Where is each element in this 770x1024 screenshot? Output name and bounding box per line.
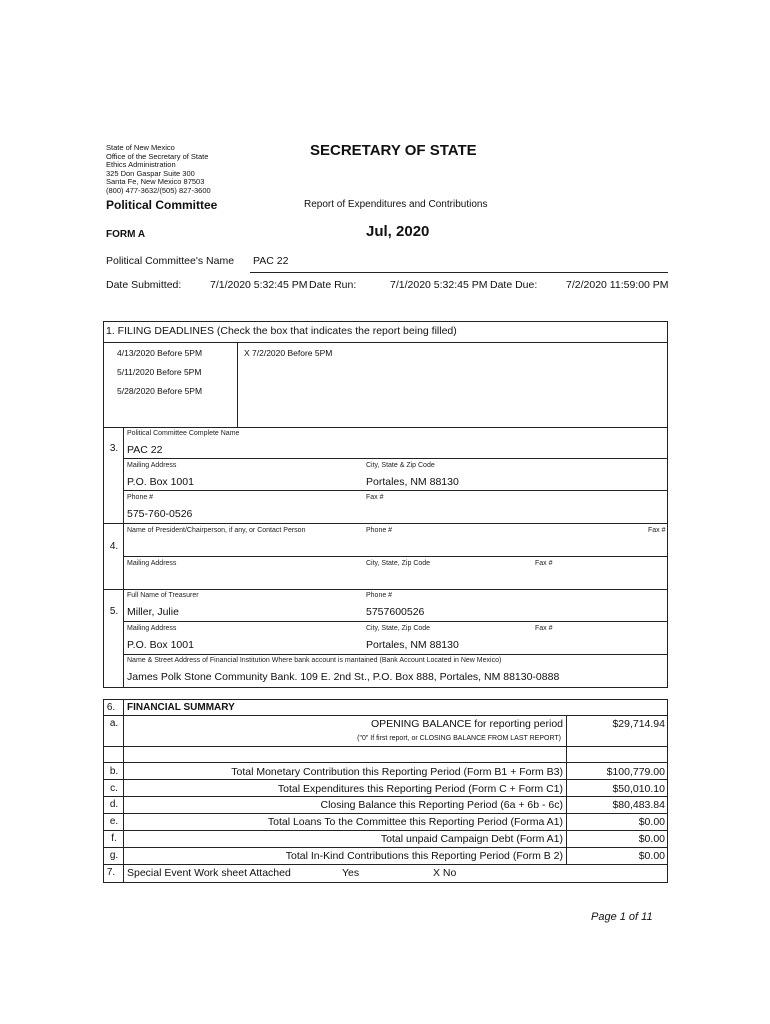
president-city-label: City, State, Zip Code [366, 560, 431, 567]
president-phone-label: Phone # [366, 527, 393, 534]
section-3-number: 3. [109, 443, 119, 454]
financial-summary-heading: FINANCIAL SUMMARY [127, 702, 235, 713]
treasurer-phone-label: Phone # [366, 592, 393, 599]
special-event-no[interactable]: X No [433, 867, 457, 879]
row-letter: b. [109, 766, 119, 777]
summary-row-label: Total Loans To the Committee this Reporting Period (Forma A1) [267, 816, 563, 828]
address-line: 325 Don Gaspar Suite 300 [106, 168, 195, 178]
section-6-number: 6. [106, 702, 116, 713]
page-number: Page 1 of 11 [591, 911, 653, 923]
special-event-label: Special Event Work sheet Attached [127, 867, 291, 879]
page-title: SECRETARY OF STATE [310, 142, 477, 159]
bank-label: Name & Street Address of Financial Institution Where bank account is mantained (Bank Account Located in New Mexico) [127, 657, 502, 664]
deadline-option-checked[interactable]: X 7/2/2020 Before 5PM [244, 348, 333, 358]
agency-address [106, 144, 211, 195]
committee-name-field-label: Political Committee Complete Name [127, 430, 240, 437]
treasurer-name-label: Full Name of Treasurer [127, 592, 199, 599]
row-letter: e. [109, 816, 119, 827]
section-4-number: 4. [109, 541, 119, 552]
president-name-label: Name of President/Chairperson, if any, or Contact Person [127, 527, 306, 534]
summary-row-value: $80,483.84 [612, 799, 665, 811]
filing-deadlines-heading: 1. FILING DEADLINES (Check the box that indicates the report being filled) [106, 325, 457, 337]
treasurer-phone: 5757600526 [366, 606, 425, 618]
date-due-label: Date Due: [490, 279, 538, 291]
summary-row-label: Total unpaid Campaign Debt (Form A1) [380, 833, 563, 845]
committee-type: Political Committee [106, 198, 218, 212]
summary-row-value: $0.00 [638, 816, 665, 828]
address-line: Santa Fe, New Mexico 87503 [106, 177, 205, 186]
date-run-label: Date Run: [309, 279, 357, 291]
opening-balance-label: OPENING BALANCE for reporting period [371, 718, 563, 730]
committee-name-label: Political Committee's Name [106, 255, 235, 267]
report-type: Report of Expenditures and Contributions [304, 199, 488, 210]
city-label: City, State & Zip Code [366, 462, 435, 469]
phone-label: Phone # [127, 494, 154, 501]
summary-row-value: $0.00 [638, 833, 665, 845]
mailing-address-label: Mailing Address [127, 462, 177, 469]
row-letter: a. [109, 718, 119, 729]
committee-name-value: PAC 22 [253, 255, 289, 267]
deadline-option[interactable]: 5/11/2020 Before 5PM [117, 367, 202, 377]
summary-row-value: $0.00 [638, 850, 665, 862]
address-line: State of New Mexico [106, 143, 175, 152]
row-letter: f. [111, 833, 117, 844]
date-submitted-label: Date Submitted: [106, 279, 182, 291]
special-event-yes[interactable]: Yes [342, 867, 360, 879]
date-due-value: 7/2/2020 11:59:00 PM [566, 279, 669, 291]
section-7-number: 7. [106, 867, 116, 878]
opening-balance-note: ("0" If first report, or CLOSING BALANCE FROM LAST REPORT) [357, 735, 561, 742]
president-fax-label-2: Fax # [535, 560, 553, 567]
deadline-option[interactable]: 4/13/2020 Before 5PM [117, 348, 203, 358]
summary-row-label: Total In-Kind Contributions this Reporting Period (Form B 2) [285, 850, 563, 862]
address-line: (800) 477-3632/(505) 827-3600 [106, 185, 211, 195]
treasurer-fax-label: Fax # [535, 625, 553, 632]
report-period: Jul, 2020 [366, 223, 430, 240]
summary-row-label: Closing Balance this Reporting Period (6a + 6b - 6c) [320, 799, 563, 811]
committee-complete-name: PAC 22 [127, 444, 163, 456]
committee-mailing-address: P.O. Box 1001 [127, 476, 194, 488]
treasurer-name: Miller, Julie [127, 606, 179, 618]
committee-phone: 575-760-0526 [127, 508, 193, 520]
address-line: Ethics Administration [106, 160, 176, 169]
president-mailing-label: Mailing Address [127, 560, 177, 567]
treasurer-mailing-label: Mailing Address [127, 625, 177, 632]
section-5-number: 5. [109, 606, 119, 617]
opening-balance-value: $29,714.94 [612, 718, 665, 730]
deadline-option[interactable]: 5/28/2020 Before 5PM [117, 386, 203, 396]
summary-row-label: Total Expenditures this Reporting Period (Form C + Form C1) [277, 783, 563, 795]
committee-city: Portales, NM 88130 [366, 476, 459, 488]
treasurer-city: Portales, NM 88130 [366, 639, 459, 651]
summary-row-label: Total Monetary Contribution this Reporting Period (Form B1 + Form B3) [231, 766, 563, 778]
row-letter: g. [109, 850, 119, 861]
treasurer-city-label: City, State, Zip Code [366, 625, 431, 632]
summary-row-value: $100,779.00 [606, 766, 665, 778]
row-letter: d. [109, 799, 119, 810]
treasurer-mailing-address: P.O. Box 1001 [127, 639, 194, 651]
summary-row-value: $50,010.10 [612, 783, 665, 795]
president-fax-label: Fax # [648, 527, 666, 534]
form-label: FORM A [106, 229, 146, 240]
date-submitted-value: 7/1/2020 5:32:45 PM [210, 279, 308, 291]
bank-name-address: James Polk Stone Community Bank. 109 E. 2nd St., P.O. Box 888, Portales, NM 88130-0888 [127, 671, 560, 683]
address-line: Office of the Secretary of State [106, 151, 209, 161]
row-letter: c. [110, 783, 118, 794]
fax-label: Fax # [366, 494, 384, 501]
date-run-value: 7/1/2020 5:32:45 PM [390, 279, 488, 291]
